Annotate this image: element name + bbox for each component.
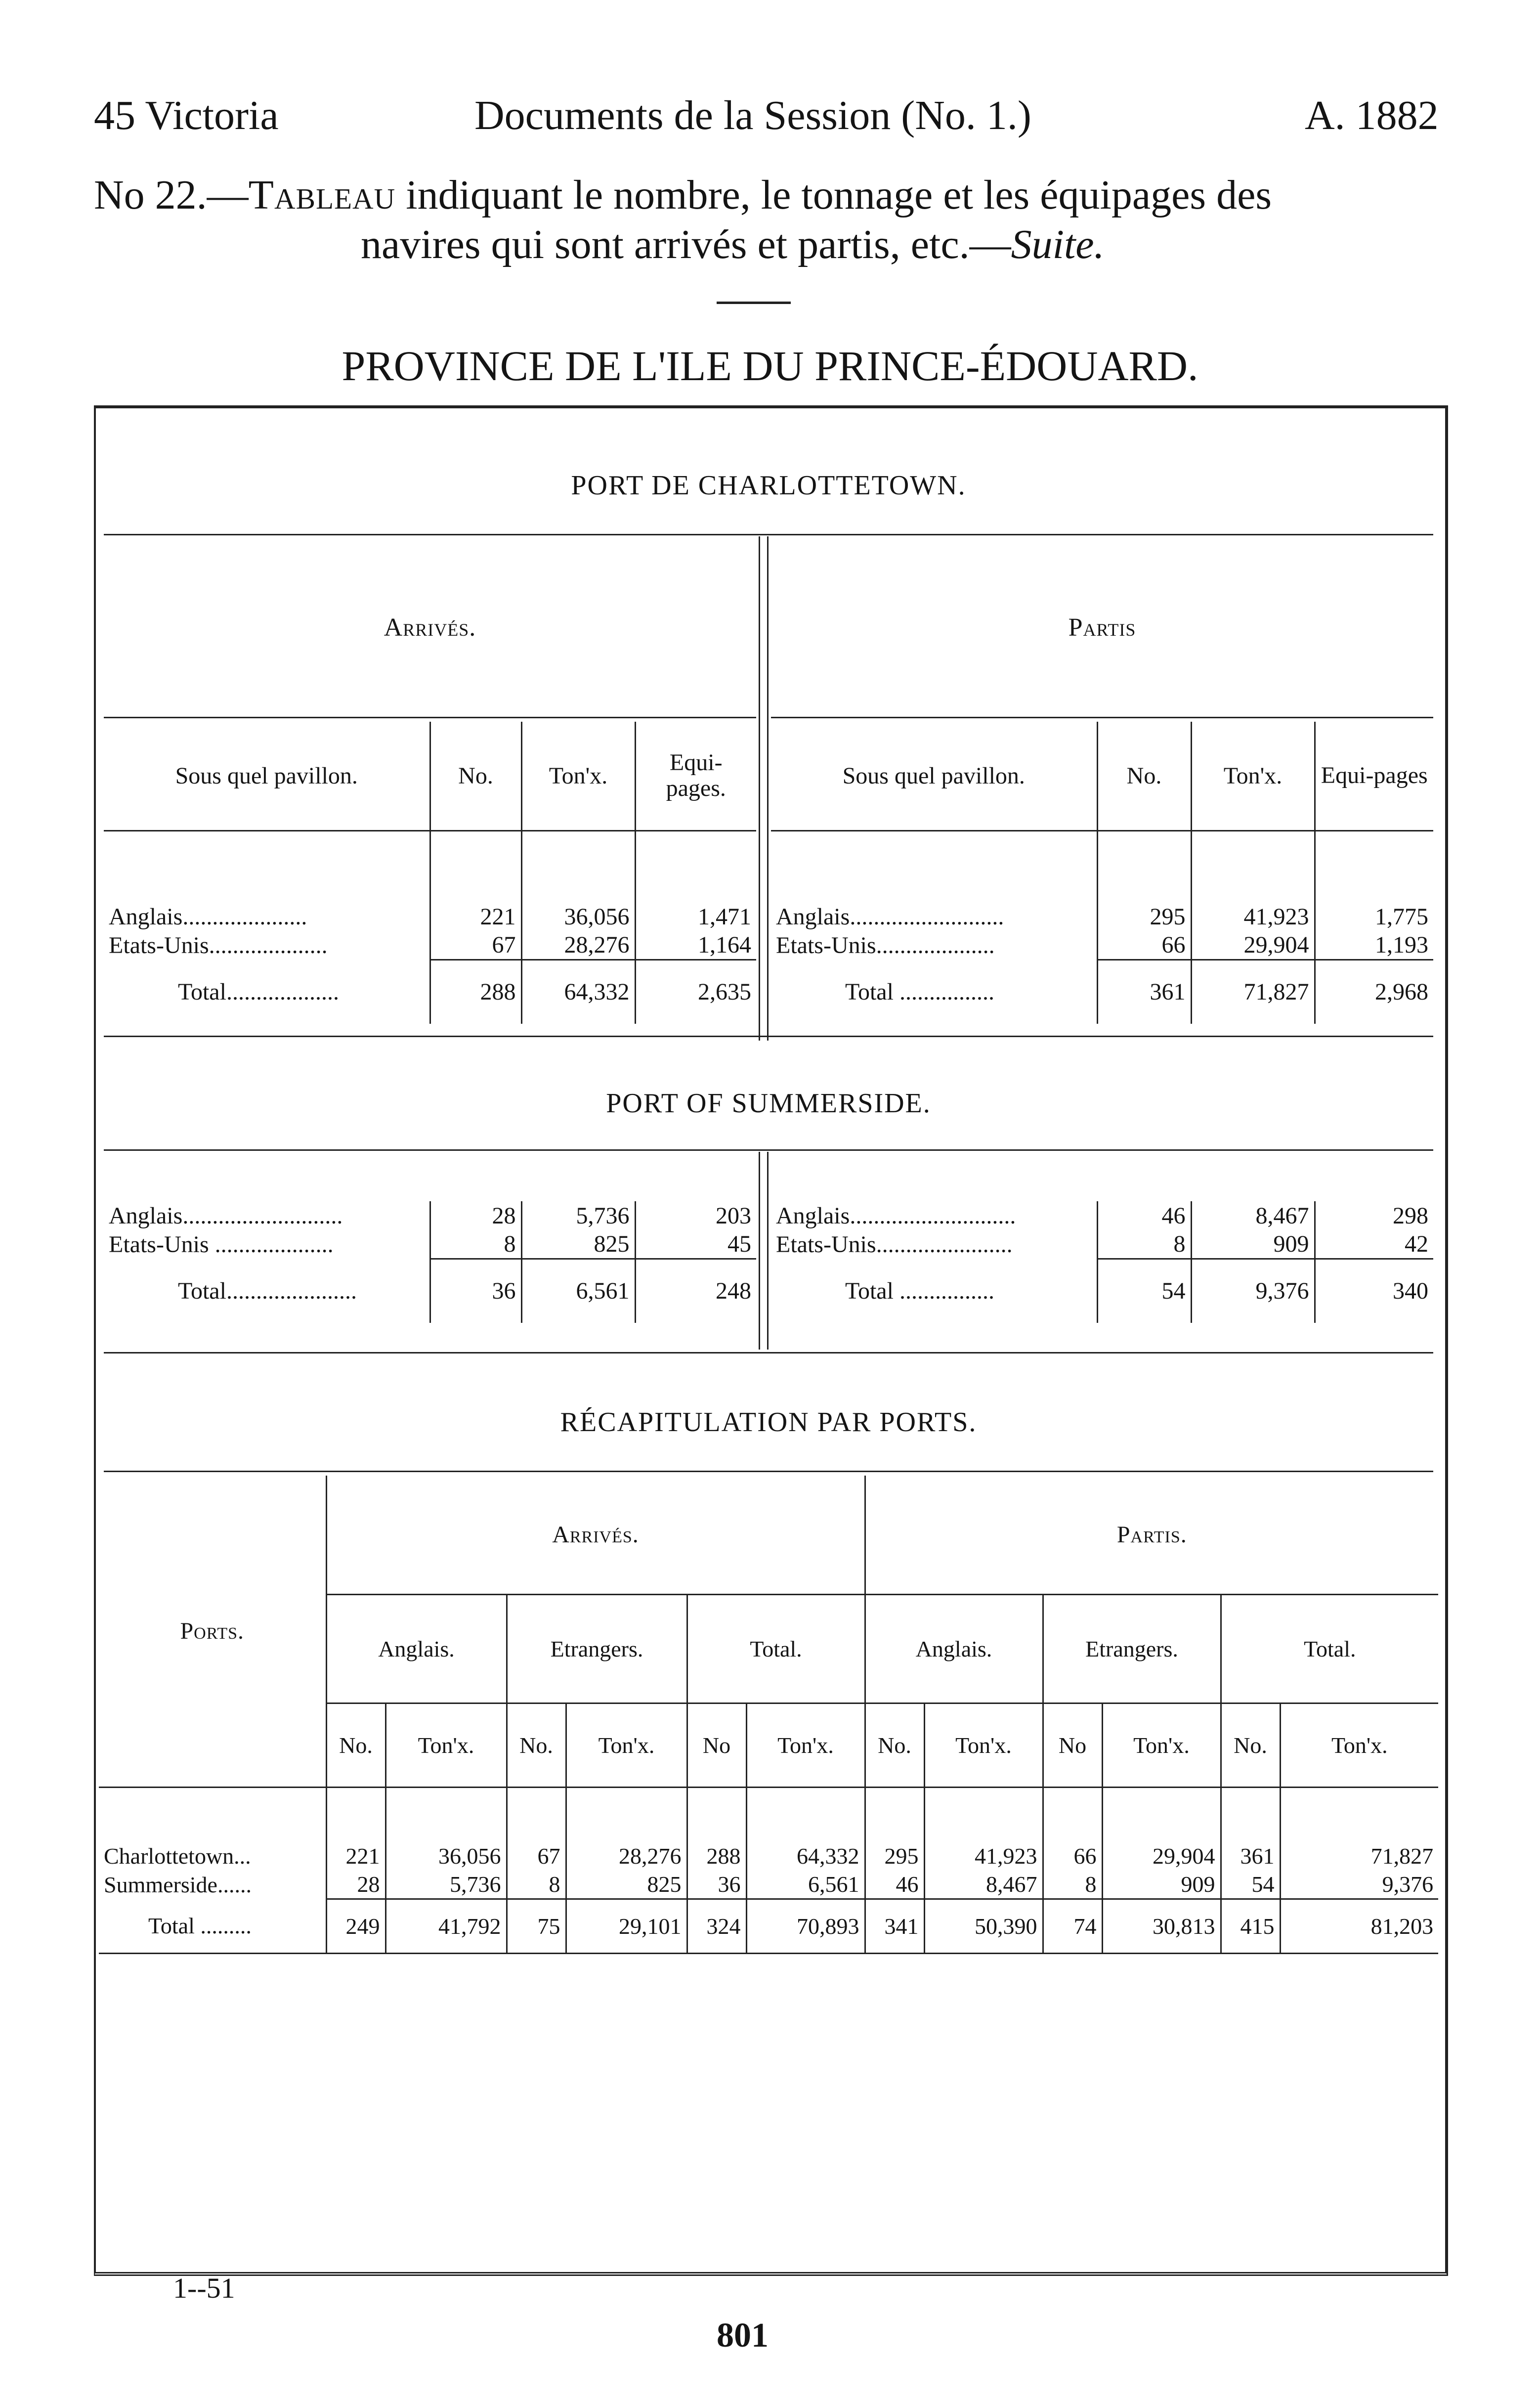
table-row: Etats-Unis .................... 8 825 45 — [104, 1230, 756, 1259]
title-tableau: Tableau — [248, 172, 396, 218]
total-row: Total ................ 54 9,376 340 — [771, 1259, 1433, 1323]
charlottetown-partis-table: Sous quel pavillon. No. Ton'x. Equi-pages Anglais.......................... 295 41,923 1,775 Etats-Unis.................... 66 29,904 1,193 Total ................ 361 71,827 2,968 — [771, 722, 1433, 1024]
total-row: Total...................... 36 6,561 248 — [104, 1259, 756, 1323]
charlottetown-group-rule-left — [104, 717, 756, 718]
recap-arrives-label: Arrivés. — [326, 1476, 865, 1594]
summerside-heading-rule — [104, 1149, 1433, 1151]
summerside-divider — [759, 1152, 769, 1350]
recap-partis-label: Partis. — [865, 1476, 1438, 1594]
province-heading: PROVINCE DE L'ILE DU PRINCE-ÉDOUARD. — [342, 342, 1198, 390]
recap-table: Ports. Arrivés. Partis. Anglais. Etrangers. Total. Anglais. Etrangers. Total. No. Ton'x. No. Ton'x. No Ton'x. No. Ton'x. No Ton'x. No. Ton'x. Charlottetown... 221 36,056 67 28,276 288 64,332 295 41,923 66 29,904 361 71,827 Summerside...... 28 5,736 8 825 36 6,561 46 8,467 8 909 54 9,376 Total ......... 249 41,792 75 29,101 324 70,893 341 50,390 74 30,813 415 81,203 — [99, 1476, 1438, 1954]
total-row: Total ......... 249 41,792 75 29,101 324 70,893 341 50,390 74 30,813 415 81,203 — [99, 1899, 1438, 1953]
title-rest: indiquant le nombre, le tonnage et les équipages des — [395, 172, 1272, 218]
charlottetown-group-rule-right — [771, 717, 1433, 718]
title-rule — [717, 302, 791, 304]
recap-heading: RÉCAPITULATION PAR PORTS. — [560, 1407, 977, 1438]
summerside-partis-table — [771, 1201, 1433, 1323]
table-row: Anglais..................... 221 36,056 1,471 — [104, 902, 756, 931]
table-row: Anglais.......................... 295 41,923 1,775 — [771, 902, 1433, 931]
charlottetown-bottom-rule — [104, 1036, 1433, 1037]
title-line-1 — [94, 171, 1478, 220]
footer-code: 1--51 — [173, 2272, 235, 2304]
col-no: No. — [430, 722, 521, 830]
page-frame — [94, 405, 1448, 2276]
table-row: Anglais........................... 28 5,736 203 — [104, 1201, 756, 1230]
title-suite: Suite. — [1011, 221, 1105, 267]
summerside-bottom-rule — [104, 1352, 1433, 1353]
summerside-arrives-table — [104, 1201, 756, 1323]
charlottetown-divider — [759, 536, 769, 1041]
col-pavillon: Sous quel pavillon. — [104, 722, 430, 830]
charlottetown-heading: PORT DE CHARLOTTETOWN. — [571, 470, 966, 501]
summerside-heading: PORT OF SUMMERSIDE. — [606, 1088, 931, 1119]
table-row: Anglais............................ 46 8,467 298 — [771, 1201, 1433, 1230]
title-number: No 22.— — [94, 172, 249, 218]
table-row: Etats-Unis.................... 66 29,904 1,193 — [771, 931, 1433, 960]
table-title — [94, 171, 1478, 269]
col-tonnage: Ton'x. — [521, 722, 635, 830]
recap-heading-rule — [104, 1471, 1433, 1472]
charlottetown-heading-rule — [104, 534, 1433, 535]
table-row: Charlottetown... 221 36,056 67 28,276 288 64,332 295 41,923 66 29,904 361 71,827 — [99, 1841, 1438, 1870]
page-number: 801 — [717, 2316, 769, 2355]
charlottetown-arrives-label: Arrivés. — [384, 613, 476, 642]
title-line-2-text: navires qui sont arrivés et partis, etc.— — [361, 221, 1011, 267]
header-center: Documents de la Session (No. 1.) — [474, 92, 1031, 138]
total-row: Total ................ 361 71,827 2,968 — [771, 960, 1433, 1024]
charlottetown-arrives-table — [104, 722, 756, 1024]
table-row: Etats-Unis....................... 8 909 42 — [771, 1230, 1433, 1259]
total-row: Total................... 288 64,332 2,635 — [104, 960, 756, 1024]
header-left: 45 Victoria — [94, 92, 279, 138]
ports-label: Ports. — [99, 1476, 326, 1787]
title-line-2 — [94, 220, 1478, 269]
table-row: Summerside...... 28 5,736 8 825 36 6,561 46 8,467 8 909 54 9,376 — [99, 1870, 1438, 1899]
charlottetown-partis-label: Partis — [1068, 613, 1136, 642]
header-right: A. 1882 — [1305, 92, 1439, 138]
table-row: Etats-Unis.................... 67 28,276 1,164 — [104, 931, 756, 960]
col-equipages: Equi-pages. — [666, 749, 726, 802]
